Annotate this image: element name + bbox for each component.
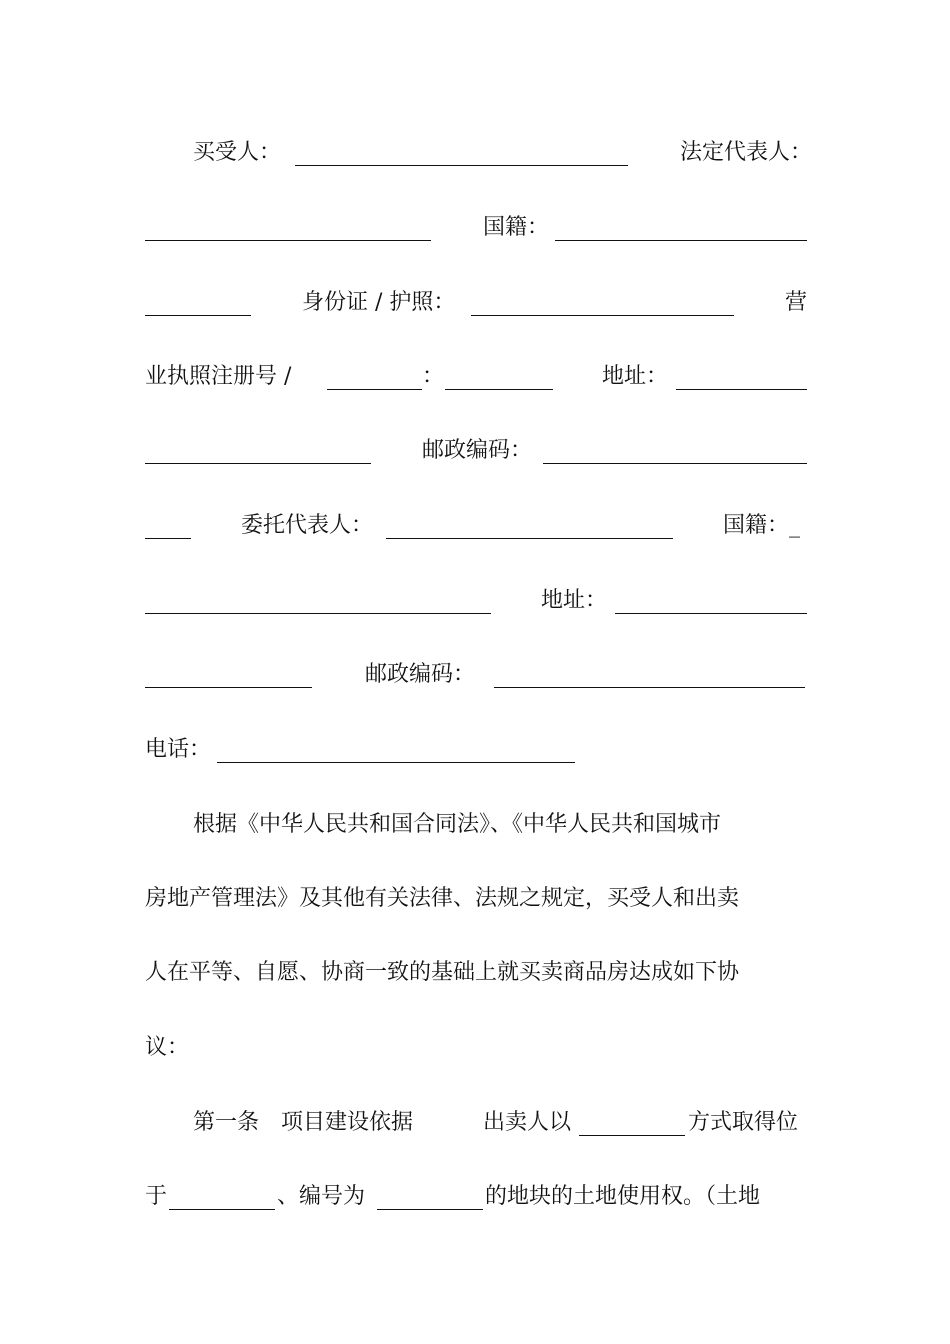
- legal-rep-blank[interactable]: [145, 214, 431, 241]
- nationality-blank-cont[interactable]: [145, 289, 251, 316]
- article-1-text-b: 方式取得位: [688, 1110, 799, 1135]
- phone-row: [145, 730, 807, 770]
- nationality2-label: 国籍：_: [723, 513, 801, 538]
- buyer-row: [145, 133, 813, 173]
- license-type-blank[interactable]: [327, 363, 422, 390]
- agent-label: 委托代表人：: [241, 513, 374, 538]
- acquisition-method-blank[interactable]: [579, 1109, 685, 1136]
- location-blank[interactable]: [169, 1183, 275, 1210]
- buyer-blank[interactable]: [295, 139, 628, 166]
- license-label-tail: 业执照注册号 /: [145, 364, 292, 389]
- postcode2-row: [145, 655, 807, 695]
- parcel-number-blank[interactable]: [377, 1183, 483, 1210]
- nationality-label: 国籍：: [483, 215, 550, 240]
- postcode2-blank[interactable]: [494, 661, 805, 688]
- license-row: [145, 357, 807, 397]
- legal-rep-label: 法定代表人：: [680, 140, 813, 165]
- license-colon: ：: [422, 364, 445, 389]
- postcode-blank[interactable]: [543, 437, 807, 464]
- license-label-head: 营: [785, 290, 808, 315]
- article-1-text-e: 的地块的土地使用权。（土地: [485, 1184, 761, 1209]
- agent-row: [145, 506, 807, 546]
- article-1-text-c: 于: [145, 1184, 168, 1209]
- address-blank-cont[interactable]: [145, 437, 371, 464]
- phone-blank[interactable]: [217, 736, 575, 763]
- preamble-line-2: 房地产管理法》及其他有关法律、法规之规定，买受人和出卖: [145, 886, 740, 911]
- nationality2-blank[interactable]: [145, 587, 491, 614]
- postcode-row: [145, 431, 807, 471]
- nationality-blank[interactable]: [555, 214, 807, 241]
- address2-row: [145, 581, 807, 621]
- agent-blank[interactable]: [386, 512, 673, 539]
- license-number-blank[interactable]: [445, 363, 553, 390]
- address2-label: 地址：: [541, 588, 608, 613]
- buyer-label: 买受人：: [193, 140, 282, 165]
- article-1-title: 第一条 项目建设依据: [193, 1110, 414, 1135]
- legal-rep-row: [145, 208, 807, 248]
- id-row: [145, 283, 807, 323]
- phone-label: 电话：: [145, 737, 212, 762]
- preamble-line-4: 议：: [145, 1035, 190, 1060]
- address-label: 地址：: [602, 364, 669, 389]
- address2-blank-cont[interactable]: [145, 661, 312, 688]
- article-1-text-d: 、编号为: [277, 1184, 366, 1209]
- address2-blank[interactable]: [615, 587, 807, 614]
- postcode-label: 邮政编码：: [422, 438, 533, 463]
- preamble-line-3: 人在平等、自愿、协商一致的基础上就买卖商品房达成如下协: [145, 960, 740, 985]
- article-1-text-a: 出卖人以: [483, 1110, 572, 1135]
- postcode-blank-cont[interactable]: [145, 512, 191, 539]
- article-1-row-1: [145, 1103, 807, 1143]
- id-passport-label: 身份证 / 护照：: [302, 290, 456, 315]
- postcode2-label: 邮政编码：: [365, 662, 476, 687]
- id-passport-blank[interactable]: [471, 289, 734, 316]
- preamble-line-1: 根据《中华人民共和国合同法》、《中华人民共和国城市: [193, 812, 722, 837]
- article-1-row-2: [145, 1177, 807, 1217]
- address-blank[interactable]: [676, 363, 807, 390]
